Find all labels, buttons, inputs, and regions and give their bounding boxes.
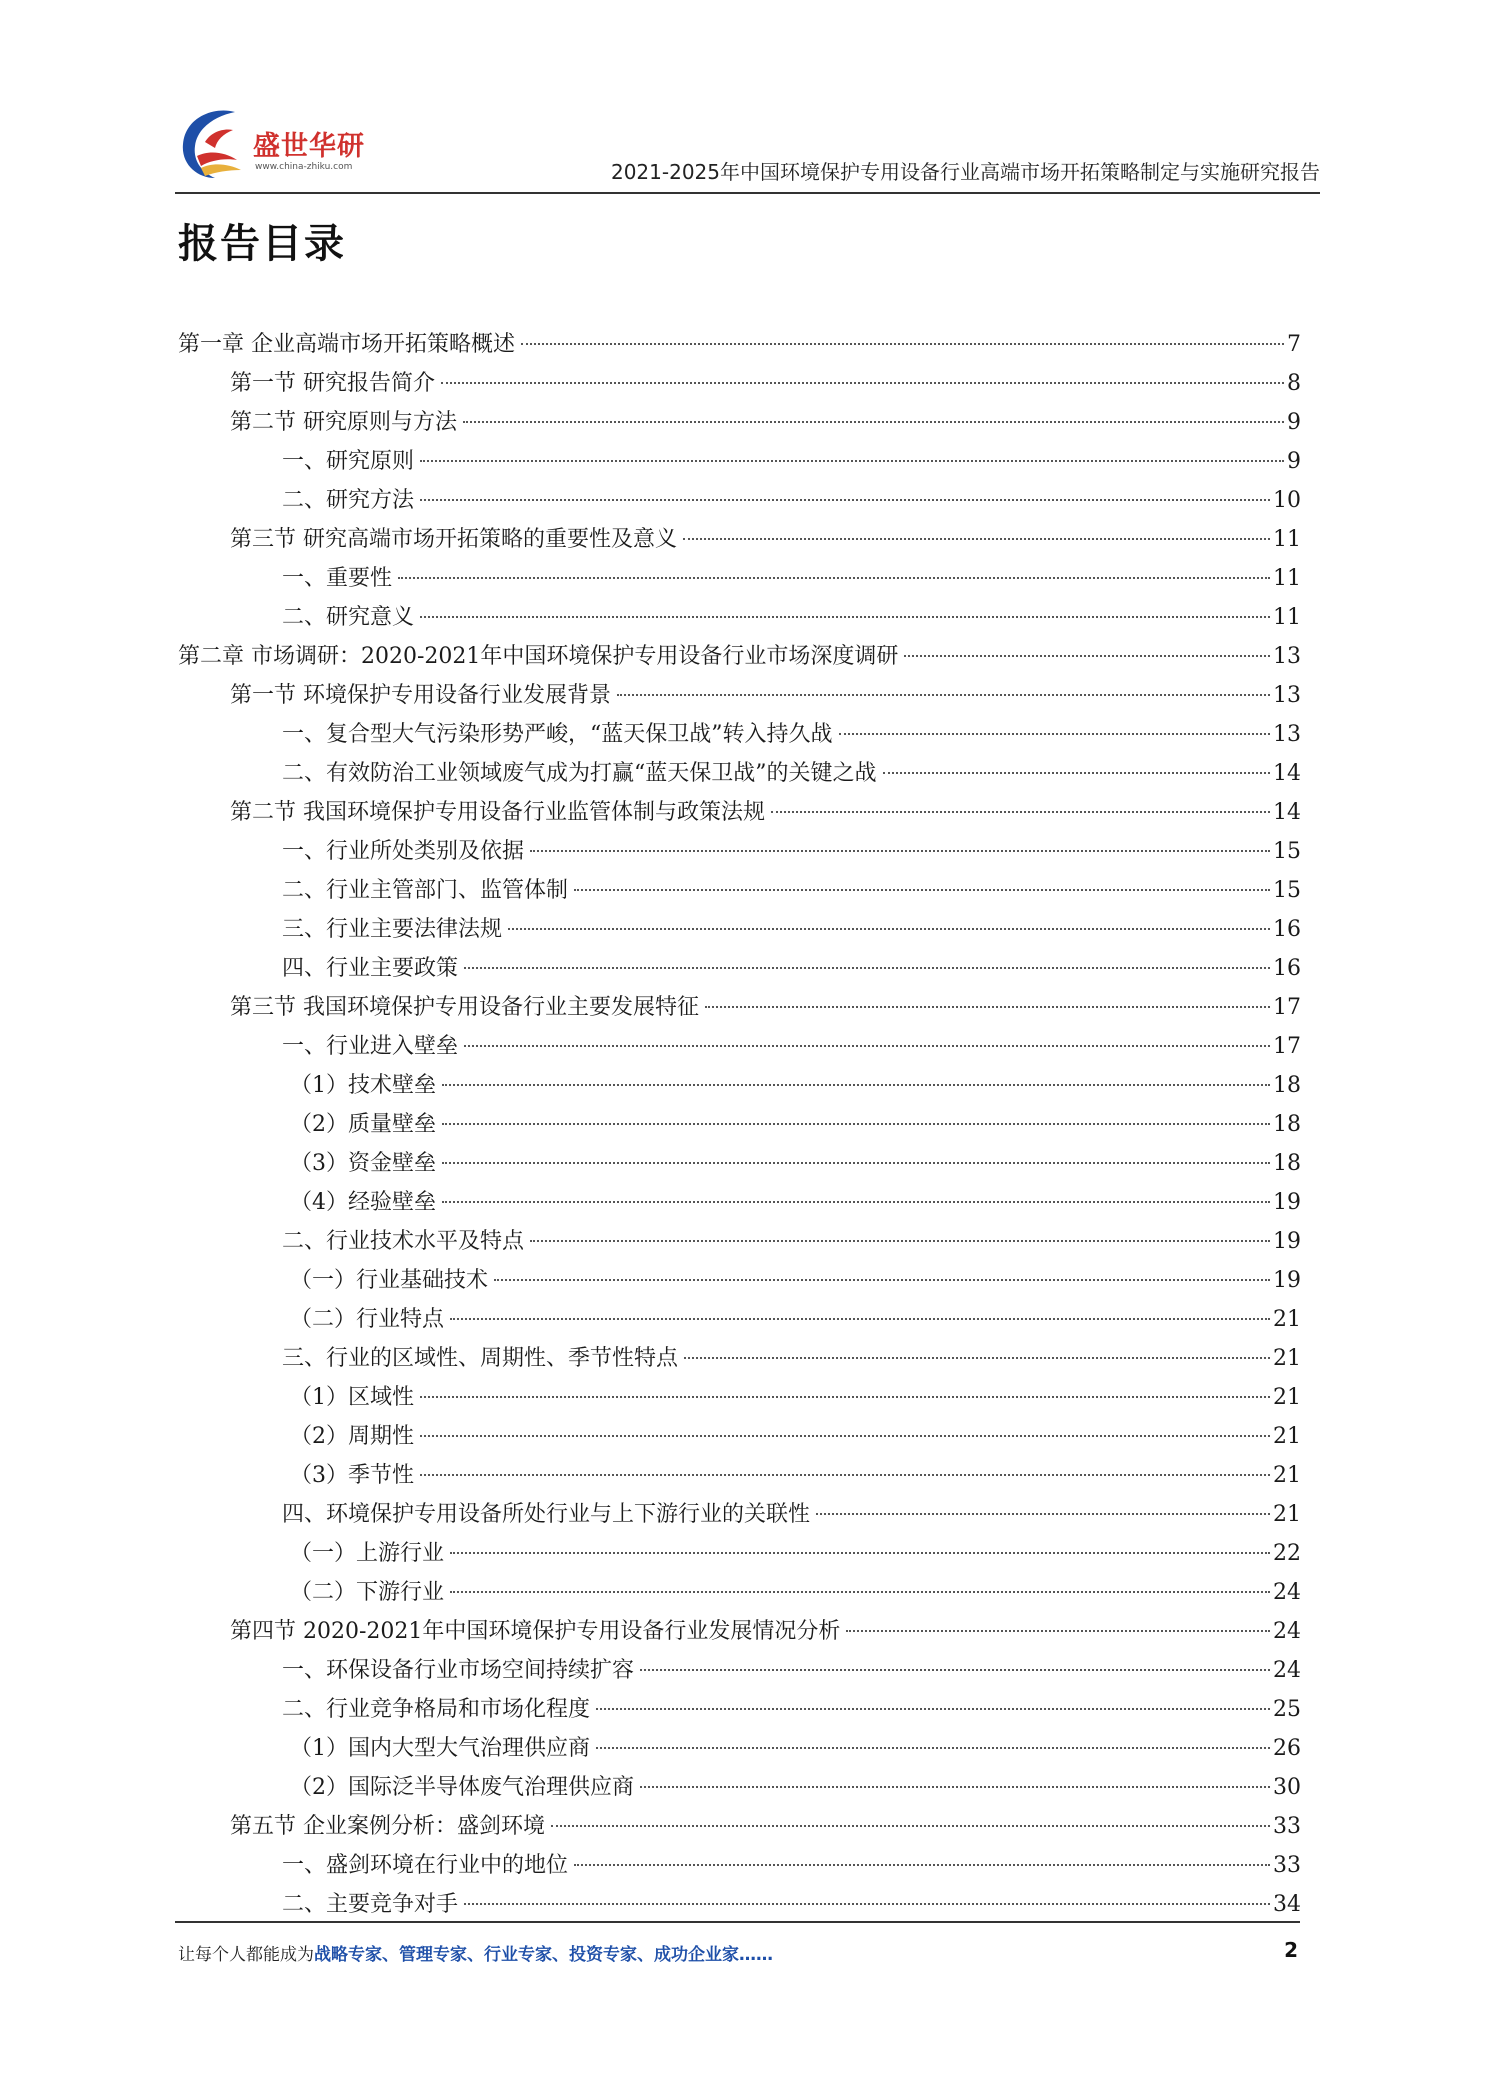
toc-entry-label: （一）行业基础技术 [290, 1268, 489, 1293]
toc-entry-page: 24 [1273, 1619, 1301, 1644]
toc-entry-page: 11 [1273, 605, 1301, 630]
toc-dot-leader [530, 1240, 1270, 1242]
toc-dot-leader [904, 655, 1270, 657]
toc-entry[interactable] [178, 1417, 1301, 1456]
toc-entry[interactable] [178, 1807, 1301, 1846]
toc-entry-page: 21 [1273, 1385, 1301, 1410]
toc-dot-leader [441, 382, 1284, 384]
header-divider [175, 192, 1320, 194]
page-title: 报告目录 [178, 221, 346, 267]
toc-entry-page: 9 [1287, 410, 1301, 435]
toc-dot-leader [521, 343, 1284, 345]
toc-entry-page: 21 [1273, 1502, 1301, 1527]
toc-entry-label: （3）资金壁垒 [290, 1151, 436, 1176]
toc-entry-page: 13 [1273, 683, 1301, 708]
footer-slogan-prefix: 让每个人都能成为 [178, 1945, 314, 1965]
toc-entry-label: 第三节 我国环境保护专用设备行业主要发展特征 [230, 995, 699, 1020]
toc-entry-page: 11 [1273, 566, 1301, 591]
toc-entry[interactable] [178, 1300, 1301, 1339]
toc-entry[interactable] [178, 715, 1301, 754]
toc-entry-page: 7 [1287, 332, 1301, 357]
toc-dot-leader [442, 1201, 1270, 1203]
toc-entry-page: 15 [1273, 839, 1301, 864]
toc-entry-page: 11 [1273, 527, 1301, 552]
toc-entry-label: （二）行业特点 [290, 1307, 445, 1332]
toc-entry-page: 22 [1273, 1541, 1301, 1566]
toc-entry[interactable] [178, 1729, 1301, 1768]
toc-entry-label: 第一节 研究报告简介 [230, 371, 435, 396]
toc-entry-label: 三、行业主要法律法规 [282, 917, 503, 942]
toc-entry-label: 第二章 市场调研：2020-2021年中国环境保护专用设备行业市场深度调研 [178, 644, 899, 669]
toc-entry-page: 14 [1273, 800, 1301, 825]
toc-dot-leader [574, 1864, 1270, 1866]
toc-entry-page: 13 [1273, 644, 1301, 669]
toc-dot-leader [464, 967, 1270, 969]
toc-dot-leader [771, 811, 1270, 813]
toc-dot-leader [442, 1084, 1270, 1086]
toc-entry-label: （2）国际泛半导体废气治理供应商 [290, 1775, 634, 1800]
toc-dot-leader [816, 1513, 1270, 1515]
toc-entry-page: 21 [1273, 1346, 1301, 1371]
toc-entry-label: 二、行业竞争格局和市场化程度 [282, 1697, 591, 1722]
toc-entry[interactable] [178, 871, 1301, 910]
toc-dot-leader [464, 1903, 1270, 1905]
toc-entry-label: 二、主要竞争对手 [282, 1892, 459, 1917]
toc-entry[interactable] [178, 1261, 1301, 1300]
toc-entry[interactable] [178, 1495, 1301, 1534]
toc-entry-page: 13 [1273, 722, 1301, 747]
toc-dot-leader [398, 577, 1270, 579]
toc-entry[interactable] [178, 793, 1301, 832]
toc-entry-page: 17 [1273, 1034, 1301, 1059]
toc-entry-label: （2）周期性 [290, 1424, 414, 1449]
toc-entry-label: 第三节 研究高端市场开拓策略的重要性及意义 [230, 527, 677, 552]
toc-dot-leader [420, 1396, 1270, 1398]
toc-entry-page: 18 [1273, 1112, 1301, 1137]
toc-entry-label: （一）上游行业 [290, 1541, 445, 1566]
toc-dot-leader [420, 1474, 1270, 1476]
toc-entry[interactable] [178, 1885, 1301, 1924]
toc-dot-leader [442, 1123, 1270, 1125]
toc-dot-leader [617, 694, 1270, 696]
toc-entry-label: 一、研究原则 [282, 449, 415, 474]
toc-dot-leader [508, 928, 1270, 930]
toc-entry-page: 9 [1287, 449, 1301, 474]
toc-entry[interactable] [178, 1144, 1301, 1183]
toc-entry-label: 第四节 2020-2021年中国环境保护专用设备行业发展情况分析 [230, 1619, 841, 1644]
toc-entry-label: 二、研究方法 [282, 488, 415, 513]
toc-entry[interactable] [178, 559, 1301, 598]
brand-logo [175, 100, 375, 190]
toc-entry[interactable] [178, 676, 1301, 715]
toc-dot-leader [420, 616, 1270, 618]
toc-entry-label: 一、环保设备行业市场空间持续扩容 [282, 1658, 635, 1683]
toc-dot-leader [450, 1318, 1270, 1320]
toc-entry[interactable] [178, 598, 1301, 637]
toc-entry-label: 一、盛剑环境在行业中的地位 [282, 1853, 569, 1878]
toc-entry[interactable] [178, 637, 1301, 676]
toc-dot-leader [846, 1630, 1270, 1632]
toc-entry[interactable] [178, 988, 1301, 1027]
toc-entry[interactable] [178, 910, 1301, 949]
toc-entry-label: 四、行业主要政策 [282, 956, 459, 981]
toc-entry-page: 34 [1273, 1892, 1301, 1917]
toc-entry[interactable] [178, 832, 1301, 871]
toc-dot-leader [574, 889, 1270, 891]
toc-entry-label: 三、行业的区域性、周期性、季节性特点 [282, 1346, 679, 1371]
table-of-contents [178, 325, 1301, 1924]
toc-entry[interactable] [178, 1105, 1301, 1144]
toc-entry[interactable] [178, 1534, 1301, 1573]
toc-entry-page: 14 [1273, 761, 1301, 786]
toc-entry-page: 21 [1273, 1307, 1301, 1332]
toc-entry-label: 一、行业进入壁垒 [282, 1034, 459, 1059]
toc-entry[interactable] [178, 520, 1301, 559]
toc-entry-label: 二、行业主管部门、监管体制 [282, 878, 569, 903]
toc-dot-leader [494, 1279, 1270, 1281]
toc-entry-label: 一、复合型大气污染形势严峻，“蓝天保卫战”转入持久战 [282, 722, 833, 747]
toc-entry[interactable] [178, 1573, 1301, 1612]
toc-entry-label: （1）国内大型大气治理供应商 [290, 1736, 590, 1761]
toc-entry-page: 8 [1287, 371, 1301, 396]
toc-entry-page: 19 [1273, 1229, 1301, 1254]
toc-entry-page: 33 [1273, 1853, 1301, 1878]
toc-entry-label: （2）质量壁垒 [290, 1112, 436, 1137]
toc-dot-leader [420, 499, 1270, 501]
footer-slogan [178, 1940, 773, 1965]
toc-entry-page: 21 [1273, 1463, 1301, 1488]
toc-entry[interactable] [178, 1846, 1301, 1885]
toc-dot-leader [463, 421, 1284, 423]
toc-dot-leader [530, 850, 1270, 852]
toc-entry[interactable] [178, 1339, 1301, 1378]
page-number: 2 [1284, 1938, 1298, 1962]
toc-entry[interactable] [178, 364, 1301, 403]
brand-url: www.china-zhiku.com [255, 162, 353, 172]
toc-entry-page: 17 [1273, 995, 1301, 1020]
toc-entry-page: 10 [1273, 488, 1301, 513]
toc-entry-label: 一、重要性 [282, 566, 393, 591]
footer-slogan-emphasis: 战略专家、管理专家、行业专家、投资专家、成功企业家…… [314, 1945, 773, 1965]
toc-entry-label: （二）下游行业 [290, 1580, 445, 1605]
page-footer [178, 1940, 1298, 1970]
toc-entry-label: （1）技术壁垒 [290, 1073, 436, 1098]
toc-entry-page: 18 [1273, 1151, 1301, 1176]
toc-entry[interactable] [178, 325, 1301, 364]
brand-name: 盛世华研 [253, 131, 365, 162]
toc-entry[interactable] [178, 1612, 1301, 1651]
toc-dot-leader [640, 1786, 1270, 1788]
toc-entry-page: 15 [1273, 878, 1301, 903]
toc-entry-label: 第二节 研究原则与方法 [230, 410, 457, 435]
toc-entry-page: 19 [1273, 1190, 1301, 1215]
toc-entry-page: 30 [1273, 1775, 1301, 1800]
toc-entry[interactable] [178, 1222, 1301, 1261]
toc-entry-page: 21 [1273, 1424, 1301, 1449]
toc-entry-page: 33 [1273, 1814, 1301, 1839]
toc-dot-leader [450, 1591, 1270, 1593]
toc-dot-leader [683, 538, 1270, 540]
toc-dot-leader [420, 1435, 1270, 1437]
toc-entry-label: （1）区域性 [290, 1385, 414, 1410]
toc-dot-leader [464, 1045, 1270, 1047]
toc-entry-page: 18 [1273, 1073, 1301, 1098]
report-title: 2021-2025年中国环境保护专用设备行业高端市场开拓策略制定与实施研究报告 [610, 160, 1320, 184]
toc-entry-label: 第一章 企业高端市场开拓策略概述 [178, 332, 515, 357]
toc-entry[interactable] [178, 442, 1301, 481]
toc-dot-leader [640, 1669, 1270, 1671]
toc-dot-leader [684, 1357, 1270, 1359]
toc-dot-leader [551, 1825, 1270, 1827]
toc-entry-page: 24 [1273, 1658, 1301, 1683]
toc-entry-label: 二、研究意义 [282, 605, 415, 630]
toc-dot-leader [442, 1162, 1270, 1164]
toc-entry-label: 二、行业技术水平及特点 [282, 1229, 525, 1254]
toc-dot-leader [450, 1552, 1270, 1554]
toc-entry-label: 一、行业所处类别及依据 [282, 839, 525, 864]
brand-logo-icon [175, 106, 249, 182]
toc-dot-leader [596, 1747, 1270, 1749]
toc-entry-label: （4）经验壁垒 [290, 1190, 436, 1215]
toc-entry[interactable] [178, 1066, 1301, 1105]
toc-entry[interactable] [178, 403, 1301, 442]
toc-dot-leader [839, 733, 1271, 735]
toc-entry-page: 19 [1273, 1268, 1301, 1293]
toc-dot-leader [705, 1006, 1270, 1008]
toc-entry-page: 16 [1273, 956, 1301, 981]
toc-entry[interactable] [178, 1651, 1301, 1690]
toc-entry[interactable] [178, 1690, 1301, 1729]
footer-divider [175, 1921, 1300, 1923]
toc-entry[interactable] [178, 1768, 1301, 1807]
toc-entry-page: 26 [1273, 1736, 1301, 1761]
toc-entry-page: 16 [1273, 917, 1301, 942]
toc-entry[interactable] [178, 1027, 1301, 1066]
toc-entry-page: 24 [1273, 1580, 1301, 1605]
toc-entry-label: （3）季节性 [290, 1463, 414, 1488]
toc-entry[interactable] [178, 1378, 1301, 1417]
toc-dot-leader [883, 772, 1271, 774]
toc-entry[interactable] [178, 481, 1301, 520]
toc-entry[interactable] [178, 1456, 1301, 1495]
page-header [175, 100, 1320, 192]
toc-entry-label: 二、有效防治工业领域废气成为打赢“蓝天保卫战”的关键之战 [282, 761, 877, 786]
toc-entry-label: 四、环境保护专用设备所处行业与上下游行业的关联性 [282, 1502, 811, 1527]
toc-entry-label: 第一节 环境保护专用设备行业发展背景 [230, 683, 611, 708]
toc-entry[interactable] [178, 754, 1301, 793]
toc-entry[interactable] [178, 949, 1301, 988]
toc-entry-label: 第五节 企业案例分析：盛剑环境 [230, 1814, 545, 1839]
toc-dot-leader [596, 1708, 1270, 1710]
toc-entry-label: 第二节 我国环境保护专用设备行业监管体制与政策法规 [230, 800, 765, 825]
toc-entry[interactable] [178, 1183, 1301, 1222]
toc-entry-page: 25 [1273, 1697, 1301, 1722]
toc-dot-leader [420, 460, 1284, 462]
